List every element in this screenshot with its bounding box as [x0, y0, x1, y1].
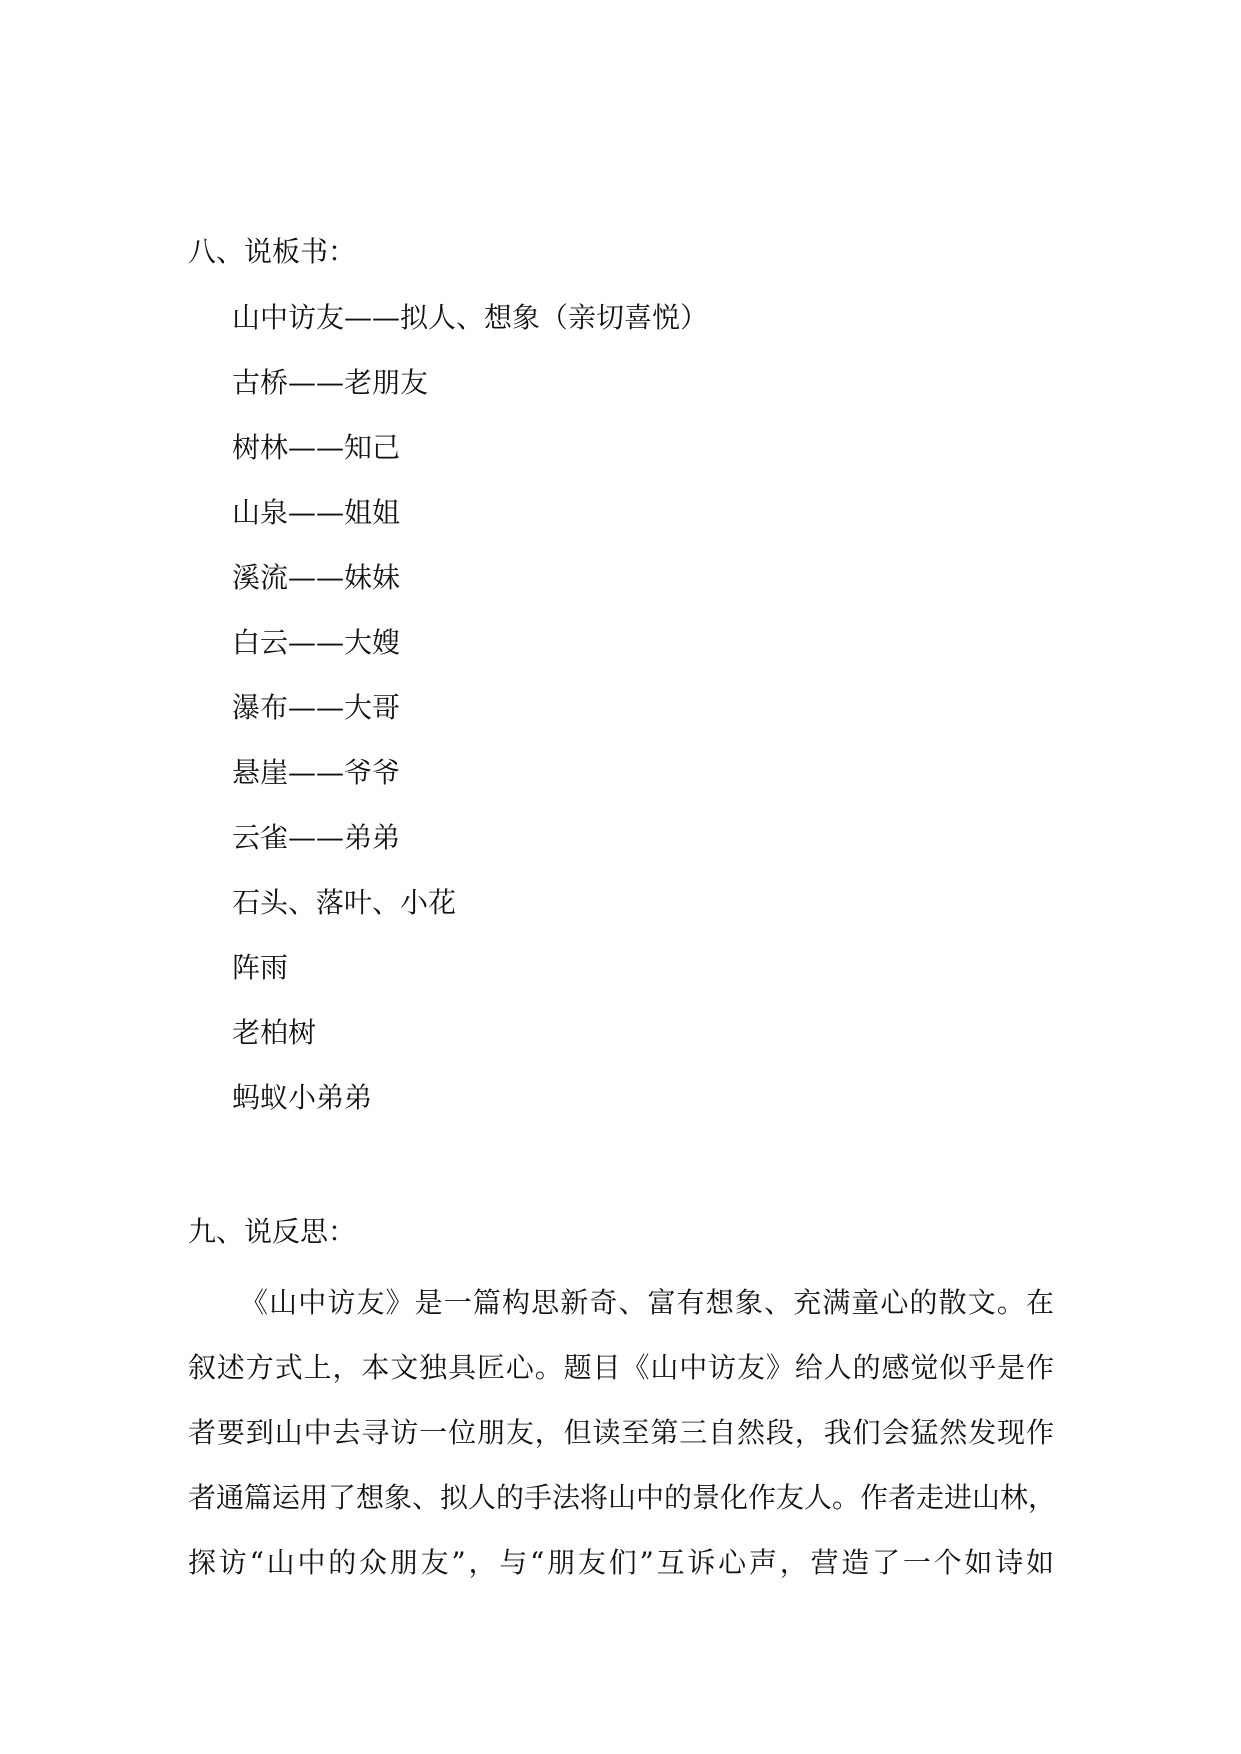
board-line: 石头、落叶、小花: [232, 886, 457, 919]
board-line: 蚂蚁小弟弟: [232, 1081, 373, 1114]
board-line: 老柏树: [232, 1016, 317, 1049]
board-line: 山泉——姐姐: [232, 496, 401, 529]
section-9-heading: 九、说反思：: [188, 1215, 357, 1248]
board-line: 阵雨: [232, 951, 289, 984]
paragraph-line: 叙述方式上，本文独具匠心。题目《山中访友》给人的感觉似乎是作: [188, 1351, 1054, 1384]
paragraph-line: 探访“山中的众朋友”，与“朋友们”互诉心声，营造了一个如诗如: [188, 1546, 1054, 1579]
board-line: 古桥——老朋友: [232, 366, 429, 399]
blackboard-outline: [232, 298, 708, 1143]
board-line: 云雀——弟弟: [232, 821, 401, 854]
board-line: 溪流——妹妹: [232, 561, 401, 594]
board-line: 山中访友——拟人、想象（亲切喜悦）: [232, 301, 709, 334]
board-line: 瀑布——大哥: [232, 691, 401, 724]
paragraph-line: 《山中访友》是一篇构思新奇、富有想象、充满童心的散文。在: [240, 1286, 1054, 1319]
paragraph-line: 者要到山中去寻访一位朋友，但读至第三自然段，我们会猛然发现作: [188, 1416, 1054, 1449]
reflection-paragraph: [188, 1270, 1057, 1595]
board-line: 白云——大嫂: [232, 626, 401, 659]
paragraph-line: 者通篇运用了想象、拟人的手法将山中的景化作友人。作者走进山林，: [188, 1481, 1057, 1514]
board-line: 树林——知己: [232, 431, 401, 464]
section-8-heading: 八、说板书：: [188, 235, 357, 268]
board-line: 悬崖——爷爷: [232, 756, 401, 789]
